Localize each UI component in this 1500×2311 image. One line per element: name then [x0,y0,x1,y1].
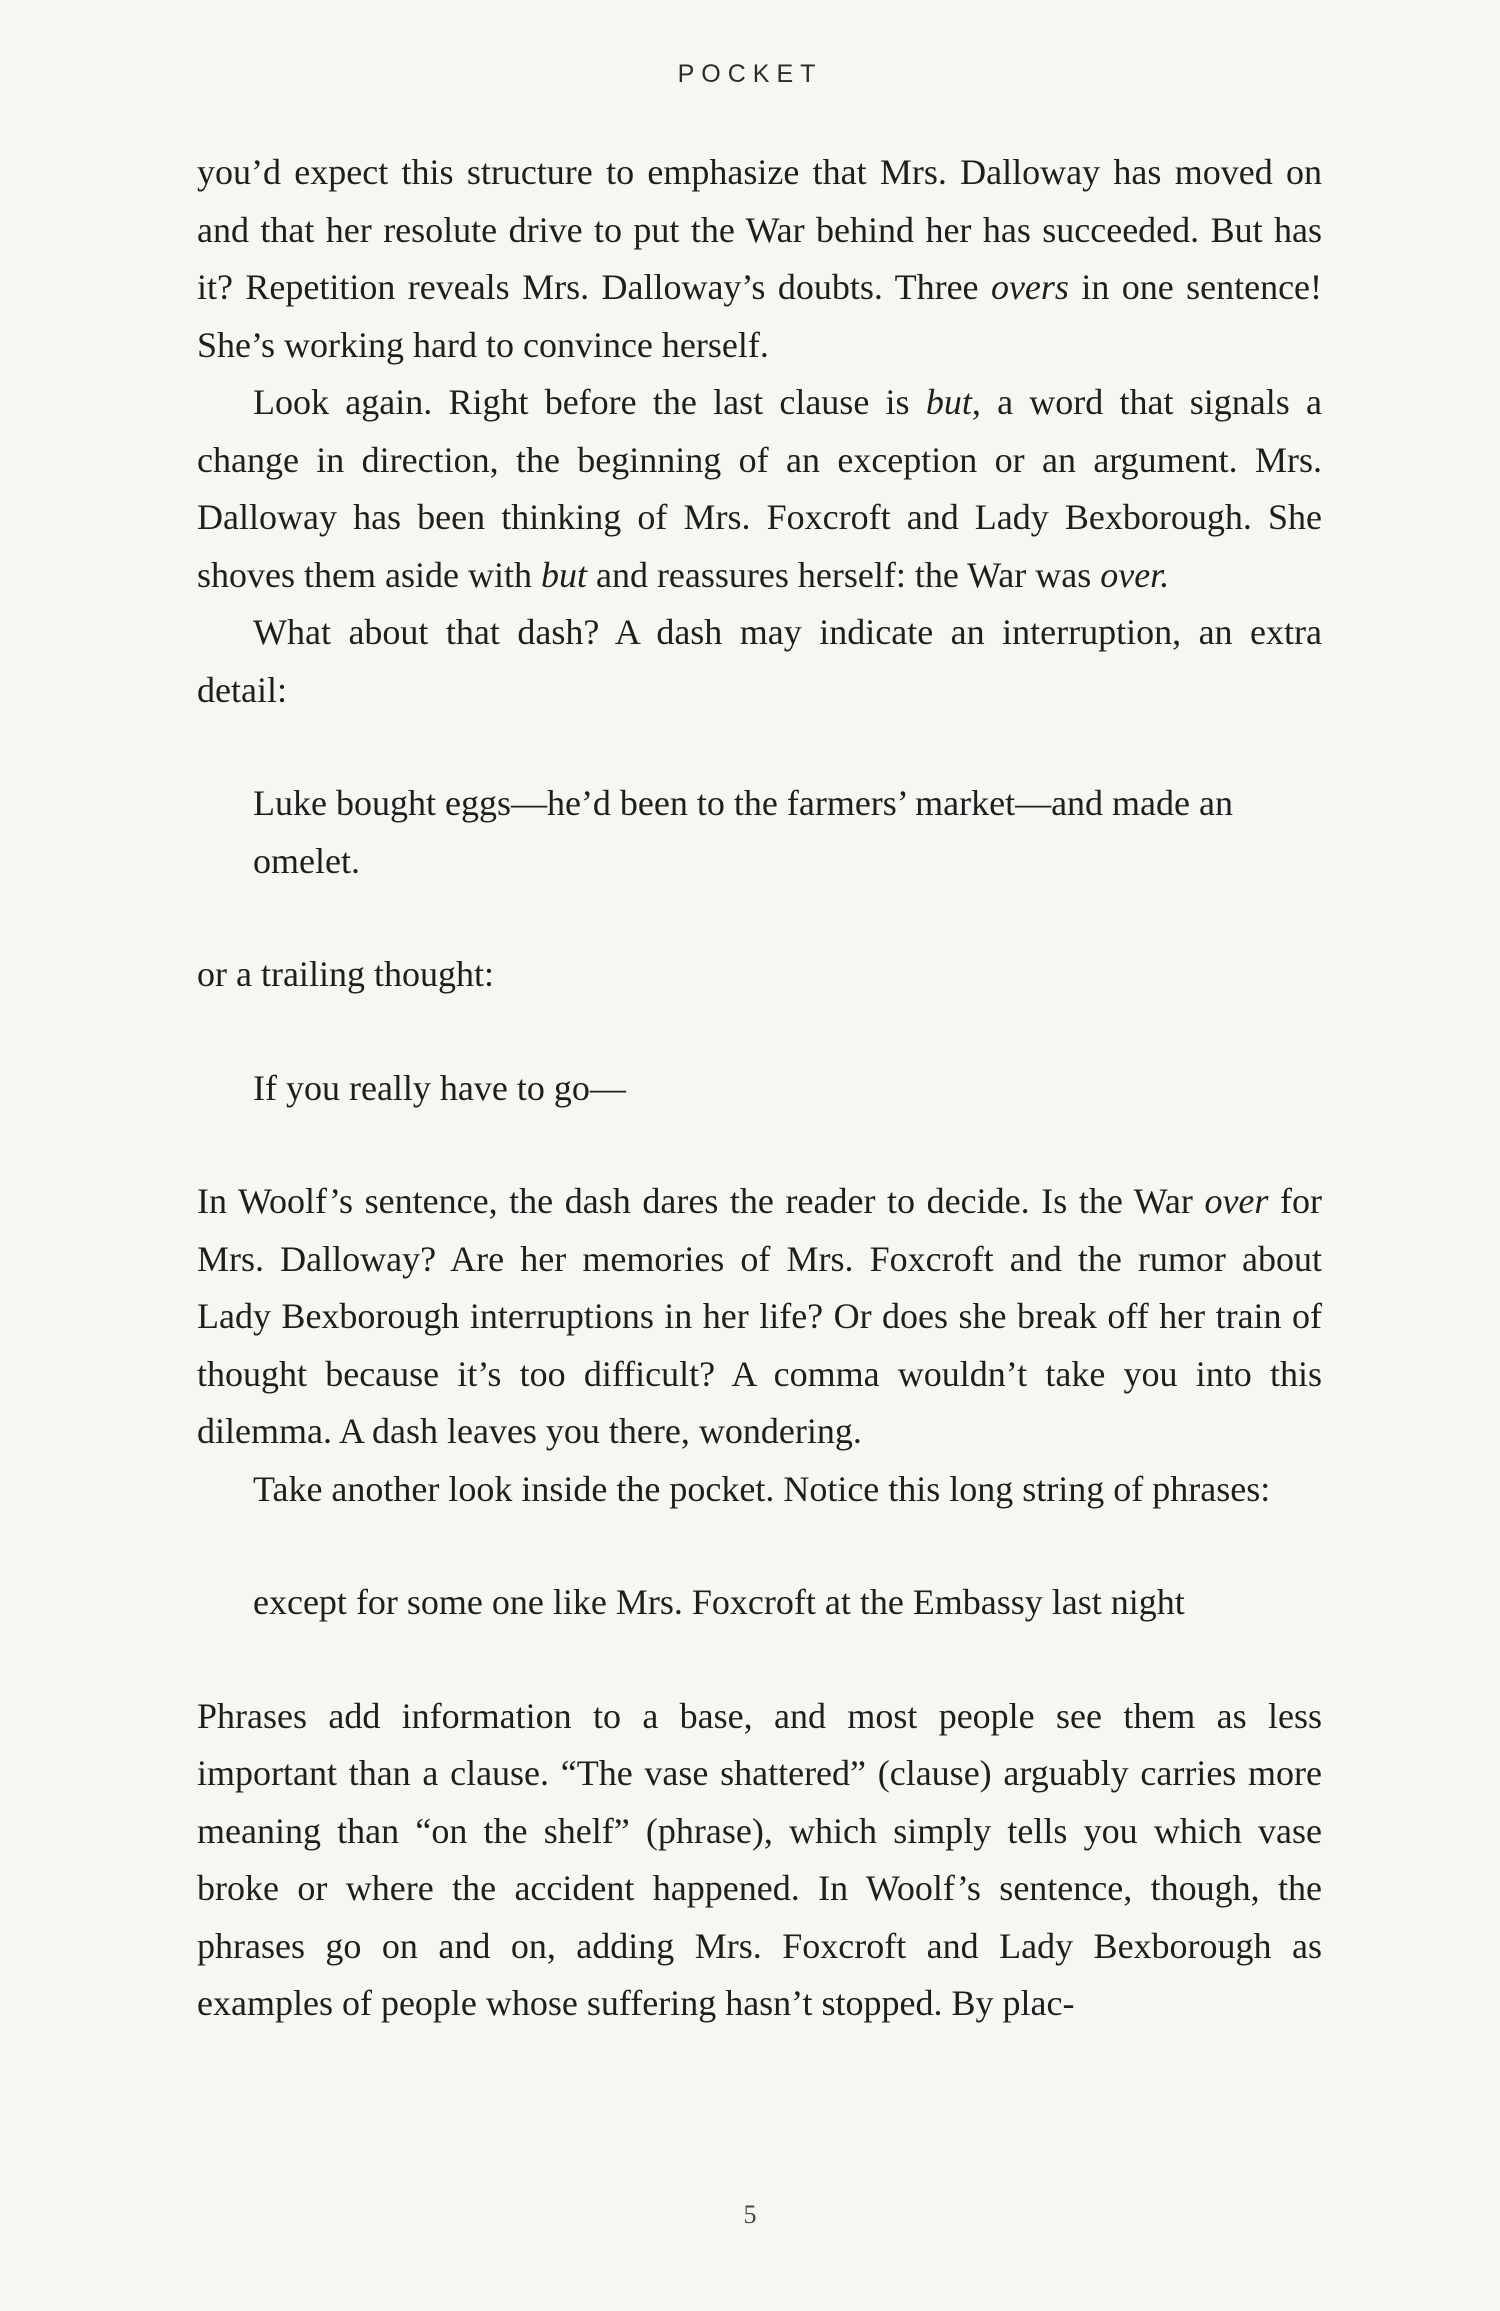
body-text [197,144,1322,2033]
paragraph: Look again. Right before the last clause is but, a word that signals a change in direction, the beginning of an exception or an argument. Mrs. Dalloway has been thinking of Mrs. Foxcroft and Lady Bexborough. She shoves them aside with but and reassures herself: the War was over. [197,382,1322,595]
example-quote: except for some one like Mrs. Foxcroft at the Embassy last night [253,1582,1185,1622]
paragraph: In Woolf’s sentence, the dash dares the reader to decide. Is the War over for Mrs. Dalloway? Are her memories of Mrs. Foxcroft and the rumor about Lady Bexborough interruptions in her life? Or does she break off her train of thought because it’s too difficult? A comma wouldn’t take you into this dilemma. A dash leaves you there, wondering. [197,1181,1323,1451]
paragraph: you’d expect this structure to emphasize that Mrs. Dalloway has moved on and that her resolute drive to put the War behind her has succeeded. But has it? Repetition reveals Mrs. Dalloway’s doubts. Three overs in one sentence! She’s working hard to convince herself. [197,152,1323,365]
example-quote: Luke bought eggs—he’d been to the farmers’ market—and made an omelet. [253,783,1233,881]
paragraph: or a trailing thought: [197,954,494,994]
example-quote: If you really have to go— [253,1067,626,1108]
running-head: POCKET [677,60,823,88]
paragraph: Take another look inside the pocket. Notice this long string of phrases: [253,1468,1271,1509]
paragraph: What about that dash? A dash may indicate an interruption, an extra detail: [197,612,1322,710]
paragraph: Phrases add information to a base, and most people see them as less important than a clause. “The vase shattered” (clause) arguably carries more meaning than “on the shelf” (phrase), which simply tells you which vase broke or where the accident happened. In Woolf’s sentence, though, the phrases go on and on, adding Mrs. Foxcroft and Lady Bexborough as examples of people whose suffering hasn’t stopped. By plac- [197,1695,1322,2023]
page-number: 5 [743,2200,757,2229]
